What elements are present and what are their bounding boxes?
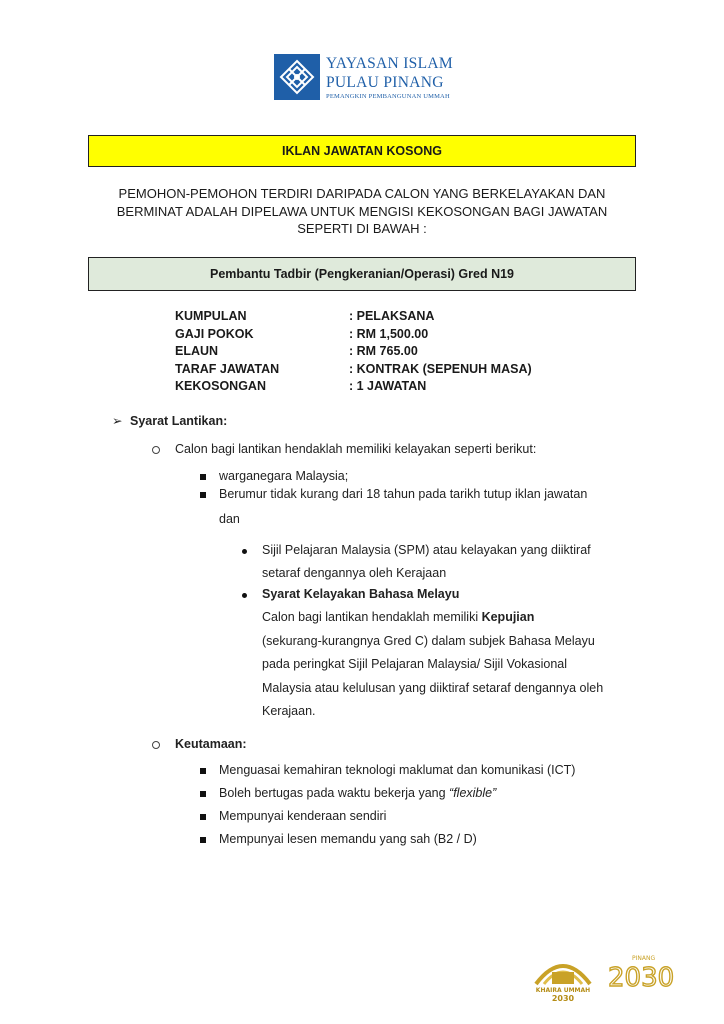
syarat-item: warganegara Malaysia; [219, 469, 349, 483]
square-bullet-icon [200, 791, 206, 797]
pinang-text: PINANG [632, 955, 656, 962]
logo-line2: PULAU PINANG [326, 74, 444, 91]
info-row [175, 326, 532, 344]
keutamaan-item: Menguasai kemahiran teknologi maklumat dan komunikasi (ICT) [219, 763, 576, 777]
square-bullet-icon [200, 492, 206, 498]
dot-bullet-icon [242, 549, 247, 554]
info-key: GAJI POKOK [175, 326, 254, 341]
dot-bullet-icon [242, 593, 247, 598]
intro-paragraph: PEMOHON-PEMOHON TERDIRI DARIPADA CALON YANG BERKELAYAKAN DAN BERMINAT ADALAH DIPELAWA UNTUK MENGISI KEKOSONGAN BAGI JAWATAN SEPERTI DI BAWAH : [116, 186, 608, 236]
footer-logos [528, 946, 690, 1004]
info-key: TARAF JAWATAN [175, 361, 280, 376]
keutamaan-heading: Keutamaan: [175, 737, 247, 751]
info-value: : 1 JAWATAN [349, 379, 427, 393]
info-value: : RM 1,500.00 [349, 326, 429, 341]
bm-line1 [262, 609, 534, 626]
syarat-item-cont: dan [219, 512, 240, 526]
keutamaan-item: Mempunyai lesen memandu yang sah (B2 / D) [219, 832, 477, 846]
bm-line2: (sekurang-kurangnya Gred C) dalam subjek Bahasa Melayu [262, 634, 595, 648]
info-key: KEKOSONGAN [175, 379, 266, 393]
arrow-bullet-icon: ➢ [112, 414, 123, 428]
yayasan-emblem-icon [274, 54, 320, 100]
syarat-heading [112, 413, 227, 430]
syarat-intro: Calon bagi lantikan hendaklah memiliki kelayakan seperti berikut: [175, 442, 537, 456]
syarat-heading-label: Syarat Lantikan: [130, 414, 228, 428]
square-bullet-icon [200, 474, 206, 480]
keutamaan-item: Mempunyai kenderaan sendiri [219, 809, 387, 823]
khaira-text: KHAIRA UMMAH [535, 987, 591, 994]
yayasan-logo [274, 54, 453, 100]
spm-line2: setaraf dengannya oleh Kerajaan [262, 566, 447, 580]
square-bullet-icon [200, 837, 206, 843]
bm-line1-bold: Kepujian [481, 610, 535, 624]
info-value: : RM 765.00 [349, 344, 418, 358]
khaira-year: 2030 [551, 994, 575, 1003]
post-title: Pembantu Tadbir (Pengkeranian/Operasi) Gred N19 [209, 267, 515, 281]
info-key: ELAUN [175, 344, 219, 358]
square-bullet-icon [200, 814, 206, 820]
page-title: IKLAN JAWATAN KOSONG [282, 144, 442, 158]
logo-tagline: PEMANGKIN PEMBANGUNAN UMMAH [326, 93, 450, 100]
keutamaan-item [219, 785, 496, 802]
square-bullet-icon [200, 768, 206, 774]
keutamaan-item-text: Boleh bertugas pada waktu bekerja yang [219, 786, 450, 800]
bm-heading: Syarat Kelayakan Bahasa Melayu [262, 587, 460, 601]
bm-line1-text: Calon bagi lantikan hendaklah memiliki [262, 610, 482, 624]
pinang-year: 2030 [608, 963, 675, 993]
circle-bullet-icon [152, 741, 160, 749]
pinang-2030-logo-icon [608, 955, 674, 993]
info-row [175, 308, 532, 326]
bm-line3: pada peringkat Sijil Pelajaran Malaysia/ Sijil Vokasional [262, 657, 568, 671]
flexible-text: “flexible” [449, 786, 497, 800]
title-banner [88, 135, 636, 167]
bm-line5: Kerajaan. [262, 704, 316, 718]
logo-line1: YAYASAN ISLAM [326, 55, 453, 72]
info-row [175, 378, 532, 396]
info-row [175, 343, 532, 361]
info-row [175, 361, 532, 379]
khaira-ummah-logo-icon [536, 966, 590, 1003]
info-value: : PELAKSANA [349, 309, 435, 323]
bm-line4: Malaysia atau kelulusan yang diiktiraf setaraf dengannya oleh [262, 681, 604, 695]
syarat-item: Berumur tidak kurang dari 18 tahun pada tarikh tutup iklan jawatan [219, 487, 588, 501]
post-banner [88, 257, 636, 291]
circle-bullet-icon [152, 446, 160, 454]
spm-line1: Sijil Pelajaran Malaysia (SPM) atau kelayakan yang diiktiraf [262, 543, 591, 557]
info-value: : KONTRAK (SEPENUH MASA) [349, 361, 532, 376]
job-info-table [175, 308, 532, 396]
info-key: KUMPULAN [175, 309, 247, 323]
